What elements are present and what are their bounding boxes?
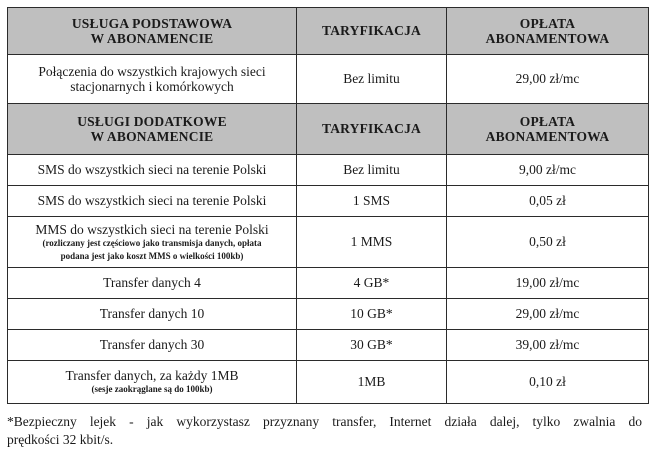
header-cell-rate-extra: [297, 104, 447, 155]
header-fee-basic-line2: ABONAMENTOWA: [485, 31, 610, 46]
table-row: [8, 299, 649, 330]
cell-fee: 0,05 zł: [447, 186, 649, 217]
header-rate-basic-label: TARYFIKACJA: [322, 23, 421, 39]
header-service-basic-line1: USŁUGA PODSTAWOWA: [71, 15, 233, 31]
service-line1: SMS do wszystkich sieci na terenie Polski: [37, 193, 267, 209]
cell-service: [8, 55, 297, 104]
service-line1: Transfer danych 4: [103, 275, 201, 291]
header-cell-service-basic: [8, 8, 297, 55]
service-line1: MMS do wszystkich sieci na terenie Polski: [35, 222, 269, 238]
cell-rate: 1 SMS: [297, 186, 447, 217]
header-cell-fee-extra: [447, 104, 649, 155]
cell-rate: 30 GB*: [297, 330, 447, 361]
service-line1: Transfer danych 10: [99, 306, 205, 322]
footnote-line-2: prędkości 32 kbit/s.: [7, 432, 114, 448]
table-row: [8, 361, 649, 404]
header-fee-basic-line1: OPŁATA: [519, 15, 576, 31]
section1-header-row: [8, 8, 649, 55]
service-fineprint-line1: (sesje zaokrąglane są do 100kb): [91, 384, 213, 395]
cell-fee: 0,10 zł: [447, 361, 649, 404]
cell-rate: 10 GB*: [297, 299, 447, 330]
service-fineprint-line2: podana jest jako koszt MMS o wielkości 100kb): [60, 250, 244, 261]
cell-fee: 29,00 zł/mc: [447, 55, 649, 104]
header-rate-extra-label: TARYFIKACJA: [322, 121, 421, 137]
cell-rate: Bez limitu: [297, 155, 447, 186]
table-row: [8, 186, 649, 217]
cell-fee: 0,50 zł: [447, 217, 649, 268]
cell-service: [8, 299, 297, 330]
cell-fee: 29,00 zł/mc: [447, 299, 649, 330]
cell-service: [8, 330, 297, 361]
cell-fee: 9,00 zł/mc: [447, 155, 649, 186]
footnote: [7, 413, 648, 449]
table-row: [8, 268, 649, 299]
header-service-extra-line1: USŁUGI DODATKOWE: [77, 113, 227, 129]
cell-fee: 19,00 zł/mc: [447, 268, 649, 299]
header-fee-extra-line1: OPŁATA: [519, 113, 576, 129]
cell-service: [8, 155, 297, 186]
header-cell-service-extra: [8, 104, 297, 155]
service-line1: SMS do wszystkich sieci na terenie Polski: [37, 162, 267, 178]
cell-rate: Bez limitu: [297, 55, 447, 104]
header-cell-fee-basic: [447, 8, 649, 55]
cell-fee: 39,00 zł/mc: [447, 330, 649, 361]
table-row: [8, 217, 649, 268]
table-row: [8, 330, 649, 361]
service-line1: Transfer danych 30: [99, 337, 205, 353]
cell-service: [8, 217, 297, 268]
service-line1: Transfer danych, za każdy 1MB: [65, 368, 239, 384]
header-cell-rate-basic: [297, 8, 447, 55]
header-service-basic-line2: W ABONAMENCIE: [90, 31, 214, 46]
header-fee-extra-line2: ABONAMENTOWA: [485, 129, 610, 144]
service-line2: stacjonarnych i komórkowych: [70, 79, 234, 94]
tariff-table: [7, 7, 649, 404]
section2-header-row: [8, 104, 649, 155]
service-fineprint-line1: (rozliczany jest częściowo jako transmisja danych, opłata: [42, 238, 262, 249]
table-row: [8, 155, 649, 186]
cell-service: [8, 361, 297, 404]
cell-rate: 1 MMS: [297, 217, 447, 268]
service-line1: Połączenia do wszystkich krajowych sieci: [38, 63, 266, 79]
header-service-extra-line2: W ABONAMENCIE: [90, 129, 214, 144]
table-row: [8, 55, 649, 104]
cell-rate: 4 GB*: [297, 268, 447, 299]
cell-service: [8, 186, 297, 217]
cell-service: [8, 268, 297, 299]
footnote-line-1: *Bezpieczny lejek - jak wykorzystasz przyznany transfer, Internet działa dalej, tylko zwalnia do: [7, 414, 642, 429]
cell-rate: 1MB: [297, 361, 447, 404]
